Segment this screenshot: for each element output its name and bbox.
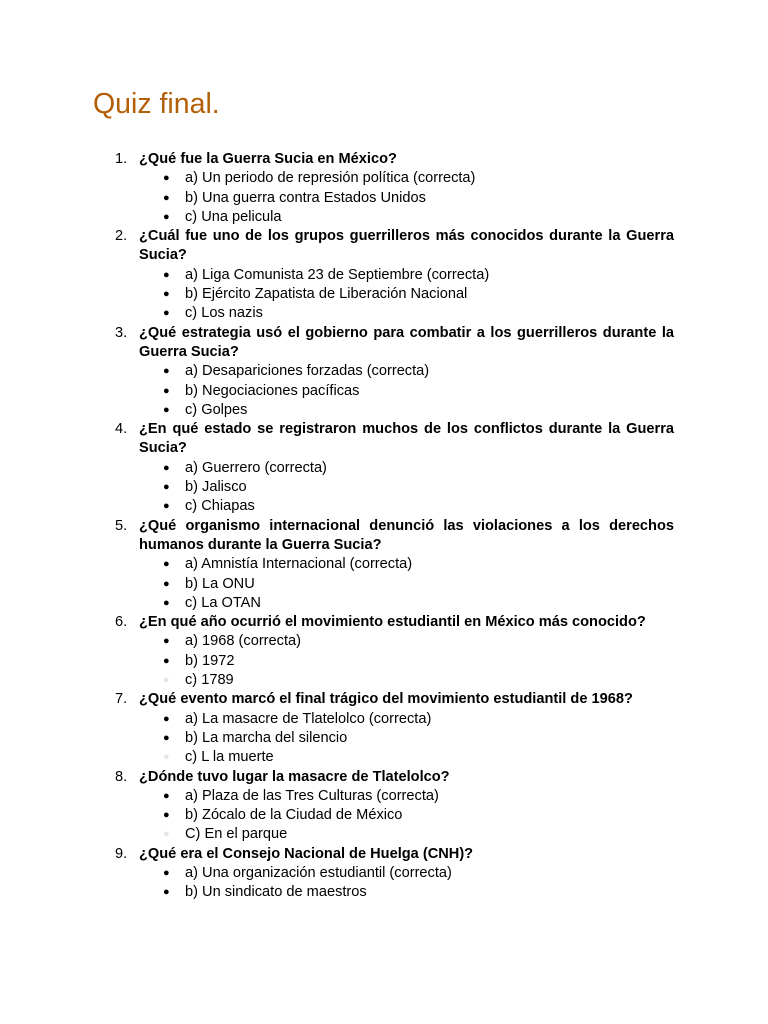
answer-option-text: b) Zócalo de la Ciudad de México <box>185 807 403 824</box>
question-number: 9. <box>115 845 128 862</box>
answer-option-text: a) La masacre de Tlatelolco (correcta) <box>185 710 432 727</box>
question-item <box>93 420 674 516</box>
bullet-icon: ● <box>163 210 170 223</box>
answer-options <box>139 169 674 227</box>
bullet-icon: ● <box>163 384 170 397</box>
answer-option <box>139 362 674 381</box>
answer-option <box>139 401 674 420</box>
answer-options <box>139 266 674 324</box>
answer-option <box>139 208 674 227</box>
answer-options <box>139 459 674 517</box>
bullet-icon: ● <box>163 809 170 822</box>
answer-option <box>139 632 674 651</box>
answer-options <box>139 632 674 690</box>
answer-options <box>139 555 674 613</box>
question-item <box>93 227 674 323</box>
answer-option <box>139 459 674 478</box>
bullet-icon: ● <box>163 751 170 764</box>
bullet-icon: ● <box>163 500 170 513</box>
answer-option-text: b) Jalisco <box>185 479 247 496</box>
answer-option-text: a) Una organización estudiantil (correcta) <box>185 864 452 881</box>
question-number: 4. <box>115 421 128 438</box>
answer-option-text: b) La marcha del silencio <box>185 729 348 746</box>
bullet-icon: ● <box>163 461 170 474</box>
question-text: ¿Qué fue la Guerra Sucia en México? <box>139 151 397 167</box>
answer-options <box>139 710 674 768</box>
bullet-icon: ● <box>163 288 170 301</box>
answer-option <box>139 729 674 748</box>
answer-option <box>139 304 674 323</box>
answer-option <box>139 266 674 285</box>
answer-option-text: b) Negociaciones pacíficas <box>185 382 360 399</box>
question-item <box>93 768 674 845</box>
answer-options <box>139 362 674 420</box>
answer-option-text: c) Chiapas <box>185 498 255 515</box>
answer-option-text: a) 1968 (correcta) <box>185 633 301 650</box>
bullet-icon: ● <box>163 596 170 609</box>
question-text: ¿Dónde tuvo lugar la masacre de Tlatelolco? <box>139 768 450 785</box>
answer-option <box>139 710 674 729</box>
question-item <box>93 690 674 767</box>
bullet-icon: ● <box>163 828 170 841</box>
bullet-icon: ● <box>163 577 170 590</box>
answer-option-text: b) Ejército Zapatista de Liberación Nacional <box>185 286 468 303</box>
answer-option-text: c) Golpes <box>185 401 248 418</box>
question-text: ¿Qué evento marcó el final trágico del movimiento estudiantil de 1968? <box>139 691 633 708</box>
answer-option <box>139 883 674 902</box>
question-text: ¿Qué estrategia usó el gobierno para combatir a los guerrilleros durante la Guerra Sucia? <box>139 324 674 360</box>
bullet-icon: ● <box>163 558 170 571</box>
bullet-icon: ● <box>163 654 170 667</box>
question-item <box>93 845 674 903</box>
answer-option-text: b) Una guerra contra Estados Unidos <box>185 189 426 206</box>
answer-option <box>139 825 674 844</box>
bullet-icon: ● <box>163 481 170 494</box>
answer-option <box>139 671 674 690</box>
question-item <box>93 324 674 420</box>
bullet-icon: ● <box>163 866 170 879</box>
bullet-icon: ● <box>163 886 170 899</box>
answer-option-text: a) Plaza de las Tres Culturas (correcta) <box>185 787 439 804</box>
answer-option-text: a) Un periodo de represión política (correcta) <box>185 170 476 187</box>
answer-option-text: c) 1789 <box>185 672 234 689</box>
answer-option <box>139 594 674 613</box>
answer-option-text: a) Guerrero (correcta) <box>185 459 327 476</box>
bullet-icon: ● <box>163 674 170 687</box>
question-number: 8. <box>115 768 128 785</box>
answer-option-text: a) Liga Comunista 23 de Septiembre (correcta) <box>185 266 490 283</box>
answer-option <box>139 652 674 671</box>
question-text: ¿Qué organismo internacional denunció las violaciones a los derechos humanos durante la Guerra Sucia? <box>139 517 674 553</box>
answer-option <box>139 497 674 516</box>
answer-options <box>139 864 674 903</box>
question-text: ¿Qué era el Consejo Nacional de Huelga (CNH)? <box>139 845 474 862</box>
answer-option <box>139 806 674 825</box>
question-item <box>93 517 674 613</box>
question-list <box>93 150 674 903</box>
answer-option <box>139 169 674 188</box>
answer-option-text: a) Desapariciones forzadas (correcta) <box>185 363 430 380</box>
answer-option <box>139 748 674 767</box>
bullet-icon: ● <box>163 268 170 281</box>
answer-option-text: c) La OTAN <box>185 594 261 611</box>
bullet-icon: ● <box>163 307 170 320</box>
answer-option-text: b) La ONU <box>185 575 255 592</box>
question-text: ¿Cuál fue uno de los grupos guerrilleros más conocidos durante la Guerra Sucia? <box>139 228 674 264</box>
bullet-icon: ● <box>163 731 170 744</box>
question-number: 6. <box>115 614 128 631</box>
question-number: 5. <box>115 517 128 534</box>
answer-option-text: C) En el parque <box>185 826 288 843</box>
page-title: Quiz final. <box>93 88 220 120</box>
question-text: ¿En qué año ocurrió el movimiento estudiantil en México más conocido? <box>139 614 646 631</box>
answer-option <box>139 382 674 401</box>
answer-options <box>139 787 674 845</box>
question-number: 3. <box>115 324 128 341</box>
answer-option-text: a) Amnistía Internacional (correcta) <box>185 556 413 573</box>
answer-option-text: b) Un sindicato de maestros <box>185 884 367 901</box>
answer-option <box>139 189 674 208</box>
bullet-icon: ● <box>163 789 170 802</box>
bullet-icon: ● <box>163 712 170 725</box>
answer-option <box>139 285 674 304</box>
answer-option-text: b) 1972 <box>185 652 235 669</box>
answer-option-text: c) Una pelicula <box>185 208 282 225</box>
question-number: 2. <box>115 228 128 245</box>
question-item <box>93 613 674 690</box>
answer-option <box>139 575 674 594</box>
answer-option <box>139 864 674 883</box>
answer-option-text: c) L la muerte <box>185 749 274 766</box>
answer-option-text: c) Los nazis <box>185 305 263 322</box>
bullet-icon: ● <box>163 365 170 378</box>
bullet-icon: ● <box>163 191 170 204</box>
answer-option <box>139 478 674 497</box>
question-item <box>93 150 674 227</box>
answer-option <box>139 555 674 574</box>
bullet-icon: ● <box>163 635 170 648</box>
question-number: 7. <box>115 691 128 708</box>
question-number: 1. <box>115 151 128 167</box>
bullet-icon: ● <box>163 403 170 416</box>
bullet-icon: ● <box>163 172 170 185</box>
answer-option <box>139 787 674 806</box>
question-text: ¿En qué estado se registraron muchos de los conflictos durante la Guerra Sucia? <box>139 421 674 457</box>
